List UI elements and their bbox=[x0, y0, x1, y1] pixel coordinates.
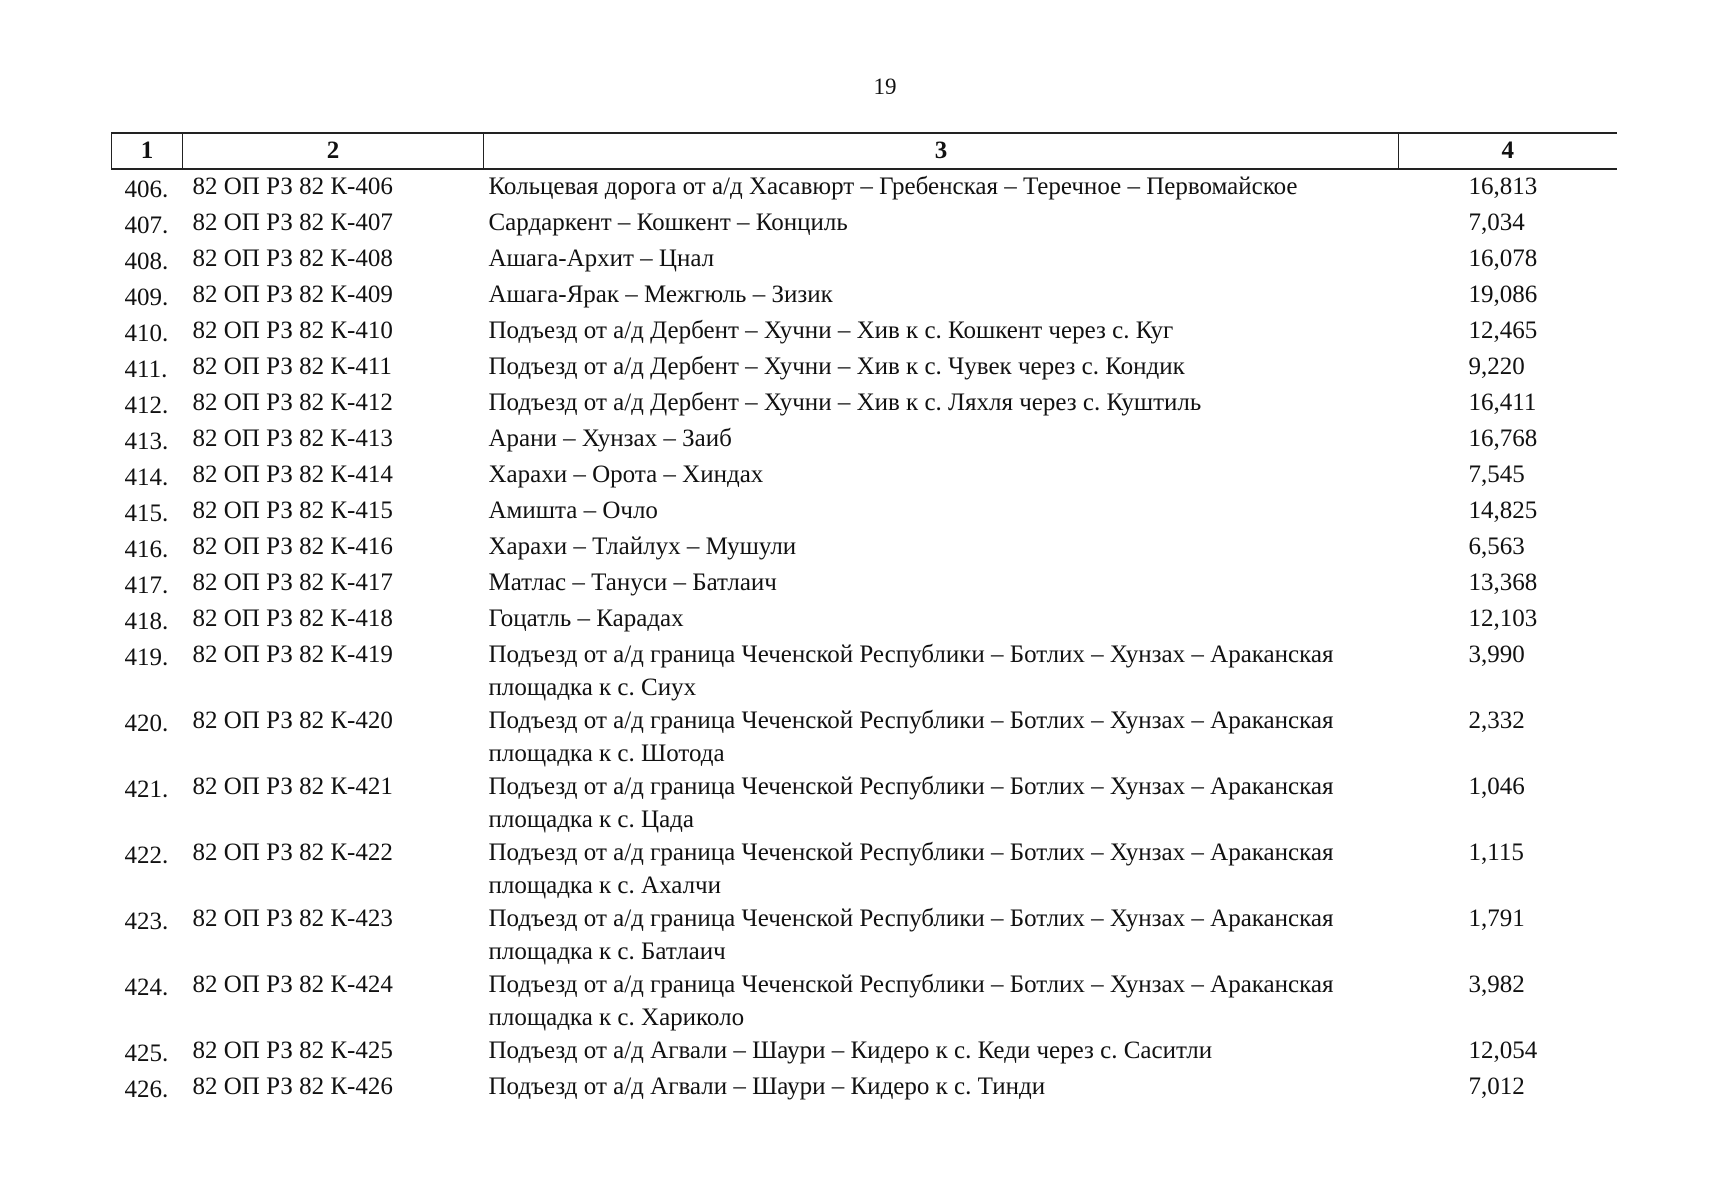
row-number: 415. bbox=[124, 500, 169, 527]
header-col-4: 4 bbox=[1399, 133, 1617, 169]
road-name: Матлас – Тануси – Батлаич bbox=[488, 569, 777, 596]
row-number: 422. bbox=[124, 842, 169, 869]
road-length: 16,078 bbox=[1468, 245, 1538, 272]
table-row bbox=[112, 169, 1617, 206]
road-length: 14,825 bbox=[1468, 497, 1538, 524]
road-name: Ашага-Ярак – Межгюль – Зизик bbox=[488, 281, 833, 308]
table-row bbox=[112, 350, 1617, 386]
road-name: Подъезд от а/д граница Чеченской Республики – Ботлих – Хунзах – Араканская площадка к с. Хариколо bbox=[488, 971, 1334, 1031]
road-name: Подъезд от а/д Дербент – Хучни – Хив к с. Ляхля через с. Куштиль bbox=[488, 389, 1202, 416]
row-number: 408. bbox=[124, 248, 169, 275]
road-length: 1,046 bbox=[1468, 773, 1525, 800]
table-row bbox=[112, 314, 1617, 350]
table-row bbox=[112, 386, 1617, 422]
road-length: 3,982 bbox=[1468, 971, 1525, 998]
table-row bbox=[112, 530, 1617, 566]
road-length: 16,813 bbox=[1468, 173, 1538, 200]
road-id: 82 ОП РЗ 82 К-417 bbox=[192, 569, 393, 596]
header-col-2: 2 bbox=[183, 133, 484, 169]
road-id: 82 ОП РЗ 82 К-409 bbox=[192, 281, 393, 308]
table-header bbox=[112, 133, 1617, 169]
road-table bbox=[111, 132, 1617, 1106]
road-name: Подъезд от а/д граница Чеченской Республики – Ботлих – Хунзах – Араканская площадка к с. Ахалчи bbox=[488, 839, 1334, 899]
road-id: 82 ОП РЗ 82 К-418 bbox=[192, 605, 393, 632]
row-number: 412. bbox=[124, 392, 169, 419]
road-id: 82 ОП РЗ 82 К-416 bbox=[192, 533, 393, 560]
road-id: 82 ОП РЗ 82 К-424 bbox=[192, 971, 393, 998]
table-row bbox=[112, 494, 1617, 530]
road-length: 3,990 bbox=[1468, 641, 1525, 668]
road-length: 9,220 bbox=[1468, 353, 1525, 380]
road-id: 82 ОП РЗ 82 К-419 bbox=[192, 641, 393, 668]
road-id: 82 ОП РЗ 82 К-408 bbox=[192, 245, 393, 272]
table-row bbox=[112, 836, 1617, 902]
table-row bbox=[112, 638, 1617, 704]
table-row bbox=[112, 704, 1617, 770]
table-row bbox=[112, 902, 1617, 968]
row-number: 419. bbox=[124, 644, 169, 671]
table-row bbox=[112, 770, 1617, 836]
road-name: Ашага-Архит – Цнал bbox=[488, 245, 715, 272]
row-number: 423. bbox=[124, 908, 169, 935]
row-number: 424. bbox=[124, 974, 169, 1001]
row-number: 410. bbox=[124, 320, 169, 347]
row-number: 414. bbox=[124, 464, 169, 491]
road-id: 82 ОП РЗ 82 К-414 bbox=[192, 461, 393, 488]
row-number: 413. bbox=[124, 428, 169, 455]
road-name: Сардаркент – Кошкент – Конциль bbox=[488, 209, 848, 236]
table-row bbox=[112, 458, 1617, 494]
road-id: 82 ОП РЗ 82 К-421 bbox=[192, 773, 393, 800]
road-name: Подъезд от а/д Дербент – Хучни – Хив к с. Чувек через с. Кондик bbox=[488, 353, 1185, 380]
row-number: 421. bbox=[124, 776, 169, 803]
row-number: 406. bbox=[124, 176, 169, 203]
header-row bbox=[112, 133, 1617, 169]
row-number: 416. bbox=[124, 536, 169, 563]
page-number: 19 bbox=[873, 74, 897, 99]
road-name: Подъезд от а/д Агвали – Шаури – Кидеро к с. Тинди bbox=[488, 1073, 1046, 1100]
table-row bbox=[112, 242, 1617, 278]
road-length: 7,545 bbox=[1468, 461, 1525, 488]
table-row bbox=[112, 206, 1617, 242]
row-number: 425. bbox=[124, 1040, 169, 1067]
road-length: 6,563 bbox=[1468, 533, 1525, 560]
road-length: 12,054 bbox=[1468, 1037, 1538, 1064]
row-number: 407. bbox=[124, 212, 169, 239]
row-number: 426. bbox=[124, 1076, 169, 1103]
road-name: Арани – Хунзах – Заиб bbox=[488, 425, 732, 452]
road-name: Подъезд от а/д граница Чеченской Республики – Ботлих – Хунзах – Араканская площадка к с. Шотода bbox=[488, 707, 1334, 767]
road-name: Подъезд от а/д Агвали – Шаури – Кидеро к с. Кеди через с. Саситли bbox=[488, 1037, 1213, 1064]
table-body bbox=[112, 169, 1617, 1106]
road-name: Кольцевая дорога от а/д Хасавюрт – Гребенская – Теречное – Первомайское bbox=[488, 173, 1298, 200]
road-id: 82 ОП РЗ 82 К-411 bbox=[192, 353, 392, 380]
road-name: Харахи – Тлайлух – Мушули bbox=[488, 533, 797, 560]
road-id: 82 ОП РЗ 82 К-412 bbox=[192, 389, 393, 416]
header-col-3: 3 bbox=[484, 133, 1399, 169]
road-name: Гоцатль – Карадах bbox=[488, 605, 684, 632]
table-row bbox=[112, 1070, 1617, 1106]
road-length: 12,465 bbox=[1468, 317, 1538, 344]
table-row bbox=[112, 1034, 1617, 1070]
road-length: 16,768 bbox=[1468, 425, 1538, 452]
road-length: 1,115 bbox=[1468, 839, 1524, 866]
road-id: 82 ОП РЗ 82 К-426 bbox=[192, 1073, 393, 1100]
road-length: 7,034 bbox=[1468, 209, 1525, 236]
road-id: 82 ОП РЗ 82 К-413 bbox=[192, 425, 393, 452]
row-number: 420. bbox=[124, 710, 169, 737]
header-col-1: 1 bbox=[112, 133, 183, 169]
row-number: 418. bbox=[124, 608, 169, 635]
road-id: 82 ОП РЗ 82 К-420 bbox=[192, 707, 393, 734]
road-name: Подъезд от а/д граница Чеченской Республики – Ботлих – Хунзах – Араканская площадка к с. Батлаич bbox=[488, 905, 1334, 965]
road-name: Харахи – Орота – Хиндах bbox=[488, 461, 764, 488]
road-length: 7,012 bbox=[1468, 1073, 1525, 1100]
road-id: 82 ОП РЗ 82 К-425 bbox=[192, 1037, 393, 1064]
road-length: 12,103 bbox=[1468, 605, 1538, 632]
table-row bbox=[112, 566, 1617, 602]
road-name: Подъезд от а/д граница Чеченской Республики – Ботлих – Хунзах – Араканская площадка к с. Сиух bbox=[488, 641, 1334, 701]
road-length: 16,411 bbox=[1468, 389, 1537, 416]
road-id: 82 ОП РЗ 82 К-415 bbox=[192, 497, 393, 524]
road-length: 19,086 bbox=[1468, 281, 1538, 308]
road-length: 13,368 bbox=[1468, 569, 1538, 596]
road-name: Амишта – Очло bbox=[488, 497, 658, 524]
road-id: 82 ОП РЗ 82 К-410 bbox=[192, 317, 393, 344]
road-id: 82 ОП РЗ 82 К-406 bbox=[192, 173, 393, 200]
road-length: 2,332 bbox=[1468, 707, 1525, 734]
row-number: 417. bbox=[124, 572, 169, 599]
table-row bbox=[112, 278, 1617, 314]
row-number: 409. bbox=[124, 284, 169, 311]
table-row bbox=[112, 422, 1617, 458]
road-name: Подъезд от а/д Дербент – Хучни – Хив к с. Кошкент через с. Куг bbox=[488, 317, 1174, 344]
table-row bbox=[112, 602, 1617, 638]
road-id: 82 ОП РЗ 82 К-423 bbox=[192, 905, 393, 932]
road-id: 82 ОП РЗ 82 К-422 bbox=[192, 839, 393, 866]
road-length: 1,791 bbox=[1468, 905, 1525, 932]
road-name: Подъезд от а/д граница Чеченской Республики – Ботлих – Хунзах – Араканская площадка к с. Цада bbox=[488, 773, 1334, 833]
table-row bbox=[112, 968, 1617, 1034]
row-number: 411. bbox=[124, 356, 168, 383]
road-id: 82 ОП РЗ 82 К-407 bbox=[192, 209, 393, 236]
